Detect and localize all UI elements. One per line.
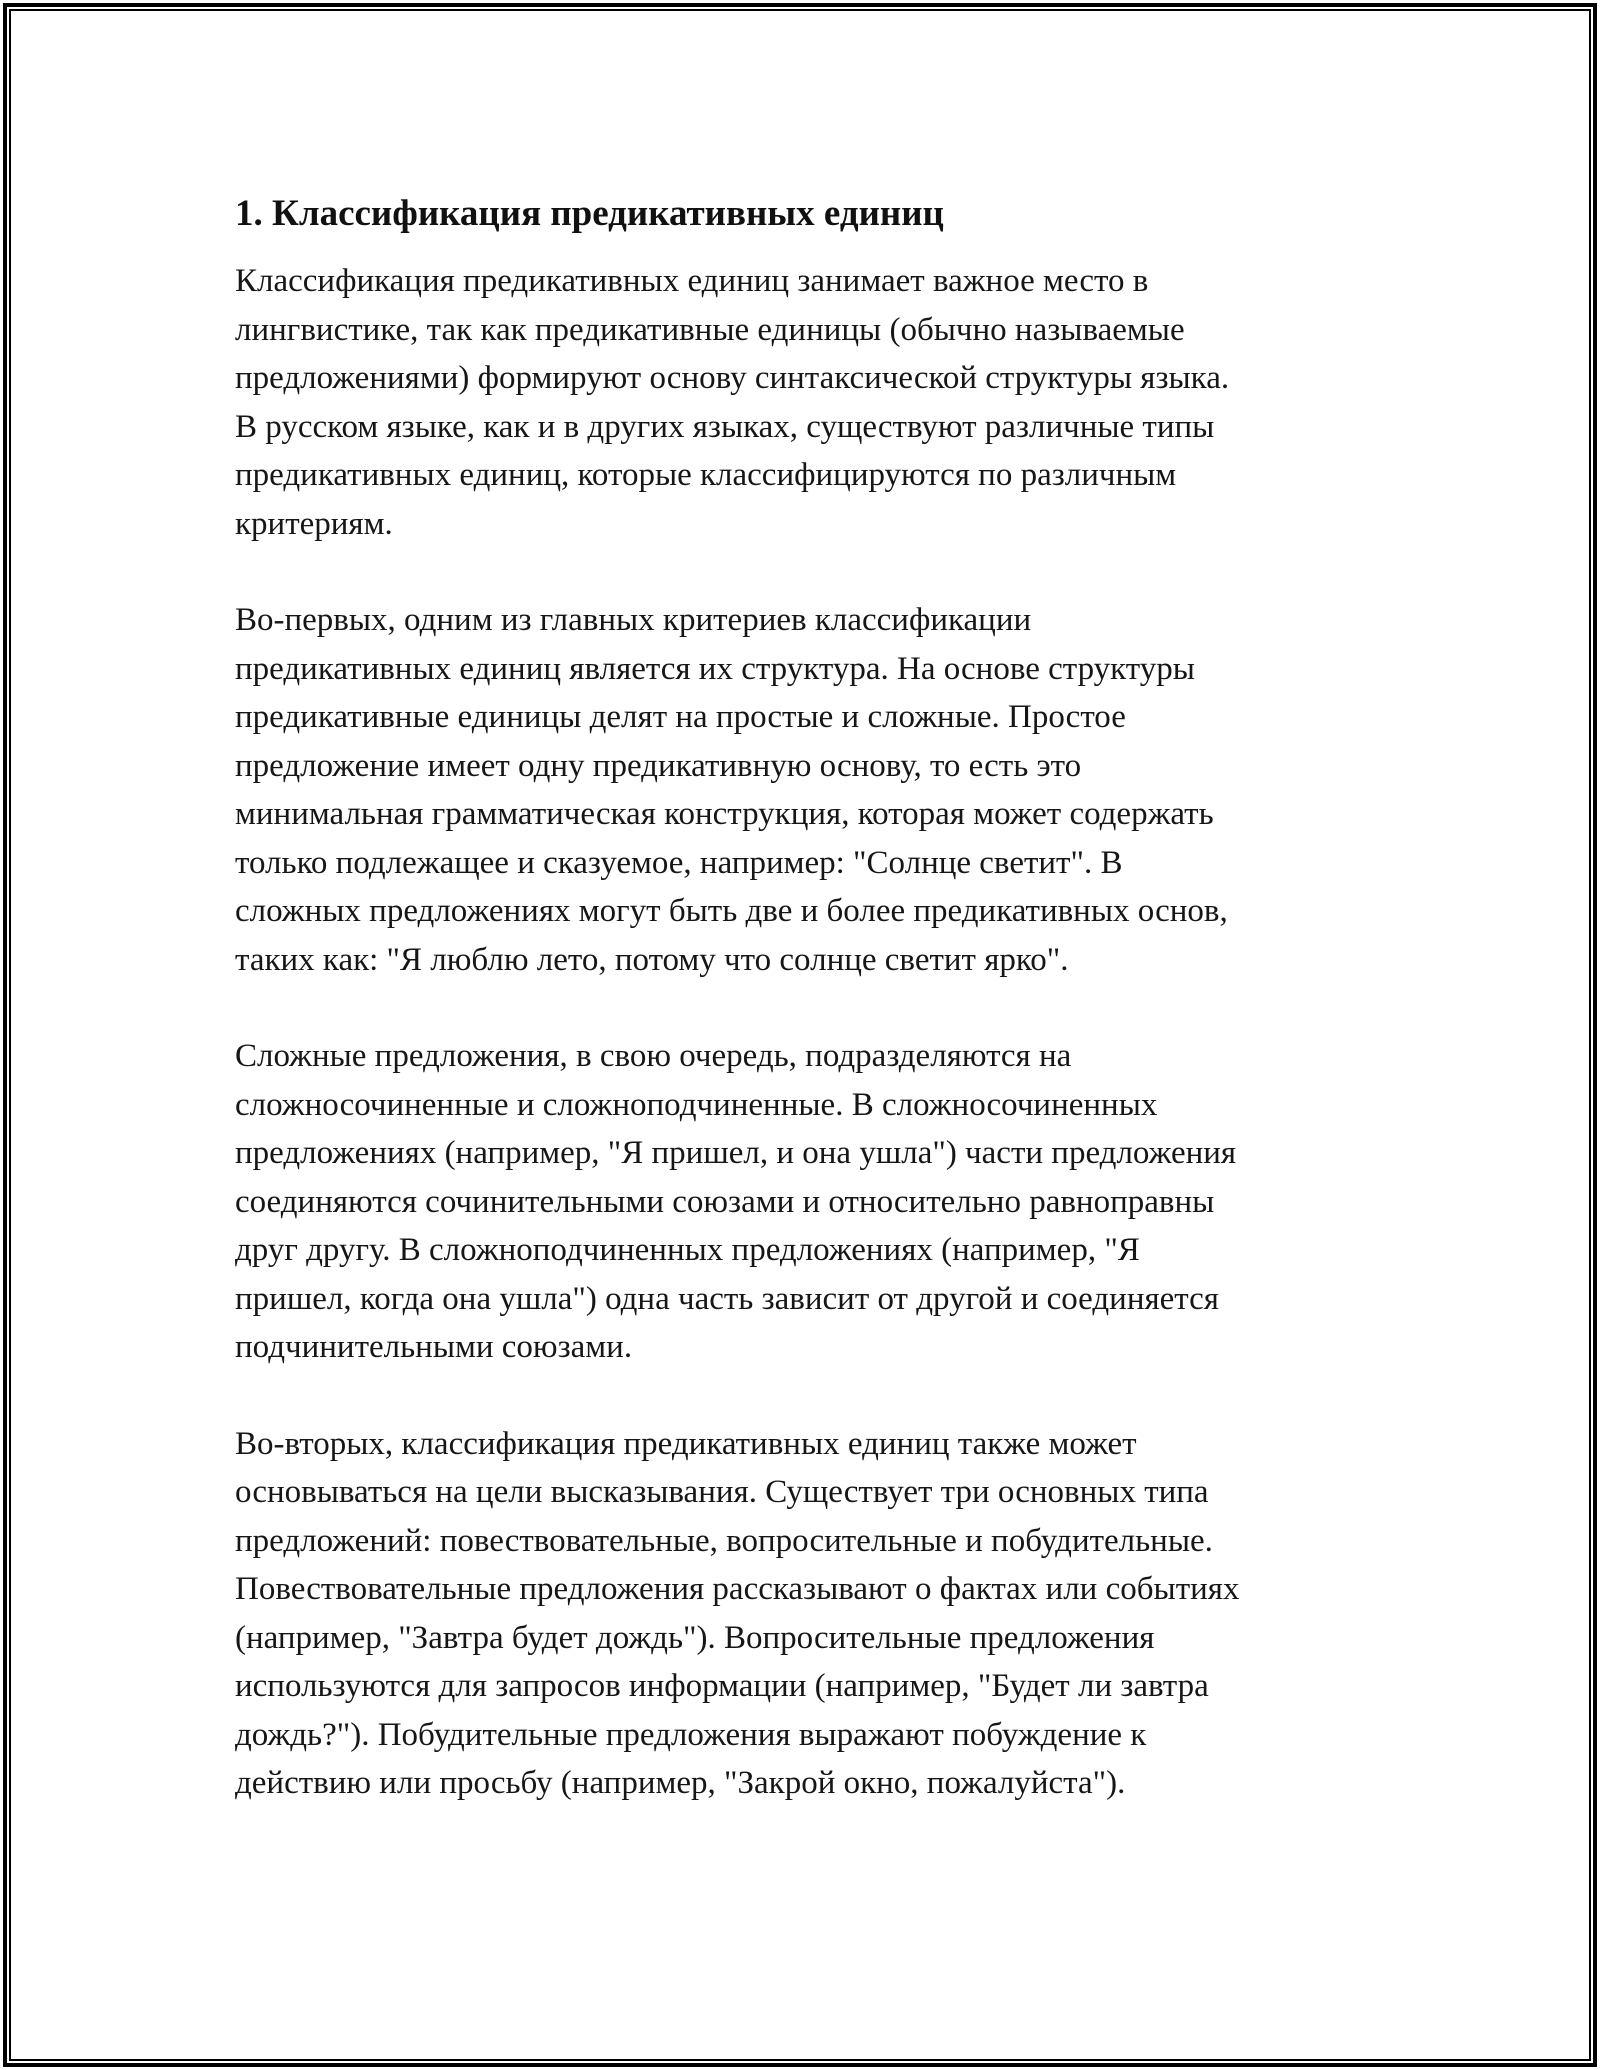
paragraph-line: Во-вторых, классификация предикативных единиц также может <box>235 1425 1137 1462</box>
paragraph-line: предложение имеет одну предикативную основу, то есть это <box>235 747 1082 784</box>
paragraph-line: таких как: "Я люблю лето, потому что солнце светит ярко". <box>235 941 1069 978</box>
paragraph-line: лингвистике, так как предикативные единицы (обычно называемые <box>235 311 1185 348</box>
paragraph-line: друг другу. В сложноподчиненных предложениях (например, "Я <box>235 1232 1140 1268</box>
paragraph-line: (например, "Завтра будет дождь"). Вопросительные предложения <box>235 1619 1155 1656</box>
paragraph-complex-sentences <box>235 1032 1385 1372</box>
paragraph-line: Сложные предложения, в свою очередь, подразделяются на <box>235 1038 1072 1074</box>
paragraph-line: предложениях (например, "Я пришел, и она ушла") части предложения <box>235 1135 1237 1171</box>
paragraph-line: основываться на цели высказывания. Существует три основных типа <box>235 1474 1209 1510</box>
document-body <box>235 186 1385 1808</box>
paragraph-intro <box>235 257 1385 548</box>
paragraph-line: Во-первых, одним из главных критериев классификации <box>235 602 1032 638</box>
paragraph-purpose <box>235 1420 1385 1808</box>
paragraph-line: предложениями) формируют основу синтаксической структуры языка. <box>235 360 1230 396</box>
paragraph-line: сложносочиненные и сложноподчиненные. В сложносочиненных <box>235 1086 1158 1123</box>
paragraph-line: действию или просьбу (например, "Закрой окно, пожалуйста"). <box>235 1765 1126 1801</box>
paragraph-line: дождь?"). Побудительные предложения выражают побуждение к <box>235 1716 1147 1753</box>
paragraph-line: соединяются сочинительными союзами и относительно равноправны <box>235 1183 1215 1220</box>
paragraph-line: подчинительными союзами. <box>235 1329 633 1365</box>
paragraph-line: критериям. <box>235 505 393 542</box>
paragraph-line: минимальная грамматическая конструкция, которая может содержать <box>235 796 1214 832</box>
paragraph-line: предложений: повествовательные, вопросительные и побудительные. <box>235 1522 1213 1559</box>
paragraph-line: В русском языке, как и в других языках, существуют различные типы <box>235 408 1215 445</box>
paragraph-line: только подлежащее и сказуемое, например: "Солнце светит". В <box>235 844 1123 881</box>
paragraph-line: предикативные единицы делят на простые и сложные. Простое <box>235 699 1126 735</box>
paragraph-line: Классификация предикативных единиц занимает важное место в <box>235 263 1149 299</box>
paragraph-line: используются для запросов информации (например, "Будет ли завтра <box>235 1668 1209 1704</box>
paragraph-structure <box>235 596 1385 984</box>
paragraph-line: предикативных единиц является их структура. На основе структуры <box>235 650 1195 687</box>
paragraph-line: сложных предложениях могут быть две и более предикативных основ, <box>235 893 1228 929</box>
paragraph-line: Повествовательные предложения рассказывают о фактах или событиях <box>235 1571 1240 1607</box>
section-heading: 1. Классификация предикативных единиц <box>235 193 944 234</box>
paragraph-line: предикативных единиц, которые классифицируются по различным <box>235 457 1177 493</box>
paragraph-line: пришел, когда она ушла") одна часть зависит от другой и соединяется <box>235 1280 1219 1317</box>
